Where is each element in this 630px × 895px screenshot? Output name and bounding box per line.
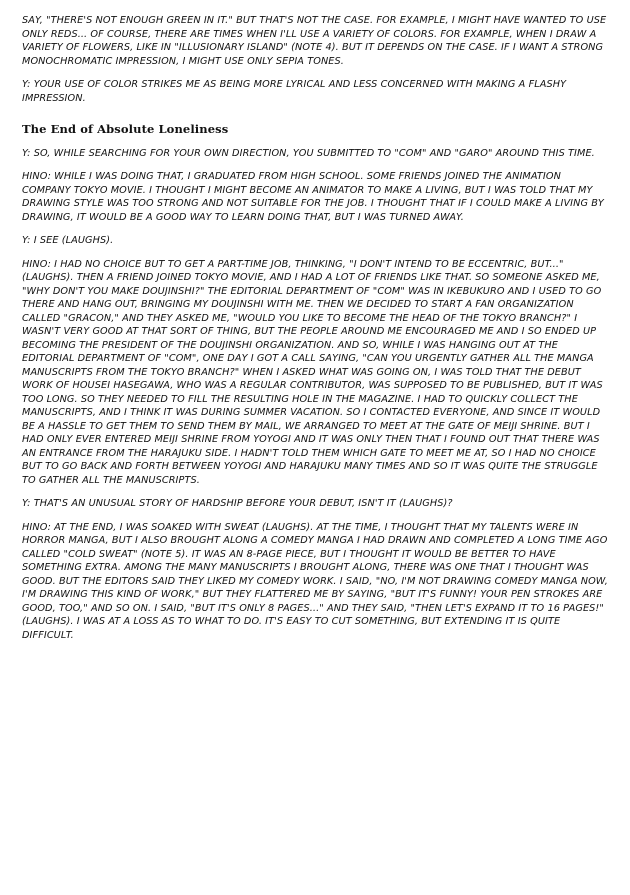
paragraph-cold-sweat: HINO: AT THE END, I WAS SOAKED WITH SWEAT (LAUGHS). AT THE TIME, I THOUGHT THAT MY TALENTS WERE IN HORROR MANGA, BUT I ALSO BROUGHT ALONG A COMEDY MANGA I HAD DRAWN AND COMPLETED A LONG TIME AGO CALLED "COLD SWEAT" (NOTE 5). IT WAS AN 8-PAGE PIECE, BUT I THOUGHT IT WOULD BE BETTER TO HAVE SOMETHING EXTRA. AMONG THE MANY MANUSCRIPTS I BROUGHT ALONG, THERE WAS ONE THAT I THOUGHT WAS GOOD. BUT THE EDITORS SAID THEY LIKED MY COMEDY WORK. I SAID, "NO, I'M NOT DRAWING COMEDY MANGA NOW, I'M DRAWING THIS KIND OF WORK," BUT THEY FLATTERED ME BY SAYING, "BUT IT'S FUNNY! YOUR PEN STROKES ARE GOOD, TOO," AND SO ON. I SAID, "BUT IT'S ONLY 8 PAGES..." AND THEY SAID, "THEN LET'S EXPAND IT TO 16 PAGES!" (LAUGHS). I WAS AT A LOSS AS TO WHAT TO DO. IT'S EASY TO CUT SOMETHING, BUT EXTENDING IT IS QUITE DIFFICULT. [22,521,608,641]
paragraph-i-see: Y: I SEE (LAUGHS). [22,235,114,246]
paragraph-hardship: Y: THAT'S AN UNUSUAL STORY OF HARDSHIP BEFORE YOUR DEBUT, ISN'T IT (LAUGHS)? [22,498,453,509]
paragraph-part-time-job: HINO: I HAD NO CHOICE BUT TO GET A PART-TIME JOB, THINKING, "I DON'T INTEND TO BE ECCENTRIC, BUT..." (LAUGHS). THEN A FRIEND JOINED TOKYO MOVIE, AND I HAD A LOT OF FRIENDS LIKE THAT. SO SOMEONE ASKED ME, "WHY DON'T YOU MAKE DOUJINSHI?" THE EDITORIAL DEPARTMENT OF "COM" WAS IN IKEBUKURO AND I USED TO GO THERE AND HANG OUT, BRINGING MY DOUJINSHI WITH ME. THEN WE DECIDED TO START A FAN ORGANIZATION CALLED "GRACON," AND THEY ASKED ME, "WOULD YOU LIKE TO BECOME THE HEAD OF THE TOKYO BRANCH?" I WASN'T VERY GOOD AT THAT SORT OF THING, BUT THE PEOPLE AROUND ME ENCOURAGED ME AND I SO ENDED UP BECOMING THE PRESIDENT OF THE DOUJINSHI ORGANIZATION. AND SO, WHILE I WAS HANGING OUT AT THE EDITORIAL DEPARTMENT OF "COM", ONE DAY I GOT A CALL SAYING, "CAN YOU URGENTLY GATHER ALL THE MANGA MANUSCRIPTS FROM THE TOKYO BRANCH?" WHEN I ASKED WHAT WAS GOING ON, I WAS TOLD THAT THE DEBUT WORK OF HOUSEI HASEGAWA, WHO WAS A REGULAR CONTRIBUTOR, WAS SUPPOSED TO BE PUBLISHED, BUT IT WAS TOO LONG. SO THEY NEEDED TO FILL THE RESULTING HOLE IN THE MAGAZINE. I HAD TO QUICKLY COLLECT THE MANUSCRIPTS, AND I THINK IT WAS DURING SUMMER VACATION. SO I CONTACTED EVERYONE, AND SINCE IT WOULD BE A HASSLE TO GET THEM TO SEND THEM BY MAIL, WE ARRANGED TO MEET AT THE GATE OF MEIJI SHRINE. BUT I HAD ONLY EVER ENTERED MEIJI SHRINE FROM YOYOGI AND IT WAS ONLY THEN THAT I FOUND OUT THAT THERE WAS AN ENTRANCE FROM THE HARAJUKU SIDE. I HADN'T TOLD THEM WHICH GATE TO MEET ME AT, SO I HAD NO CHOICE BUT TO GO BACK AND FORTH BETWEEN YOYOGI AND HARAJUKU MANY TIMES AND SO IT WAS QUITE THE STRUGGLE TO GATHER ALL THE MANUSCRIPTS. [22,258,603,486]
paragraph-color-comment: Y: YOUR USE OF COLOR STRIKES ME AS BEING MORE LYRICAL AND LESS CONCERNED WITH MAKING A FLASHY IMPRESSION. [22,79,567,104]
paragraph-graduation: HINO: WHILE I WAS DOING THAT, I GRADUATED FROM HIGH SCHOOL. SOME FRIENDS JOINED THE ANIMATION COMPANY TOKYO MOVIE. I THOUGHT I MIGHT BECOME AN ANIMATOR TO MAKE A LIVING, BUT I WAS TOLD THAT MY DRAWING STYLE WAS TOO STRONG AND NOT SUITABLE FOR THE JOB. I THOUGHT THAT IF I COULD MAKE A LIVING BY DRAWING, IT WOULD BE A GOOD WAY TO LEARN DOING THAT, BUT I WAS TURNED AWAY. [22,171,604,223]
paragraph-direction: Y: SO, WHILE SEARCHING FOR YOUR OWN DIRECTION, YOU SUBMITTED TO "COM" AND "GARO" AROUND THIS TIME. [22,147,595,159]
section-heading: The End of Absolute Loneliness [22,122,229,136]
paragraph-intro: SAY, "THERE'S NOT ENOUGH GREEN IN IT." BUT THAT'S NOT THE CASE. FOR EXAMPLE, I MIGHT HAVE WANTED TO USE ONLY REDS... OF COURSE, THERE ARE TIMES WHEN I'LL USE A VARIETY OF COLORS. FOR EXAMPLE, WHEN I DRAW A VARIETY OF FLOWERS, LIKE IN "ILLUSIONARY ISLAND" (NOTE 4). BUT IT DEPENDS ON THE CASE. IF I WANT A STRONG MONOCHROMATIC IMPRESSION, I MIGHT USE ONLY SEPIA TONES. [22,15,607,67]
